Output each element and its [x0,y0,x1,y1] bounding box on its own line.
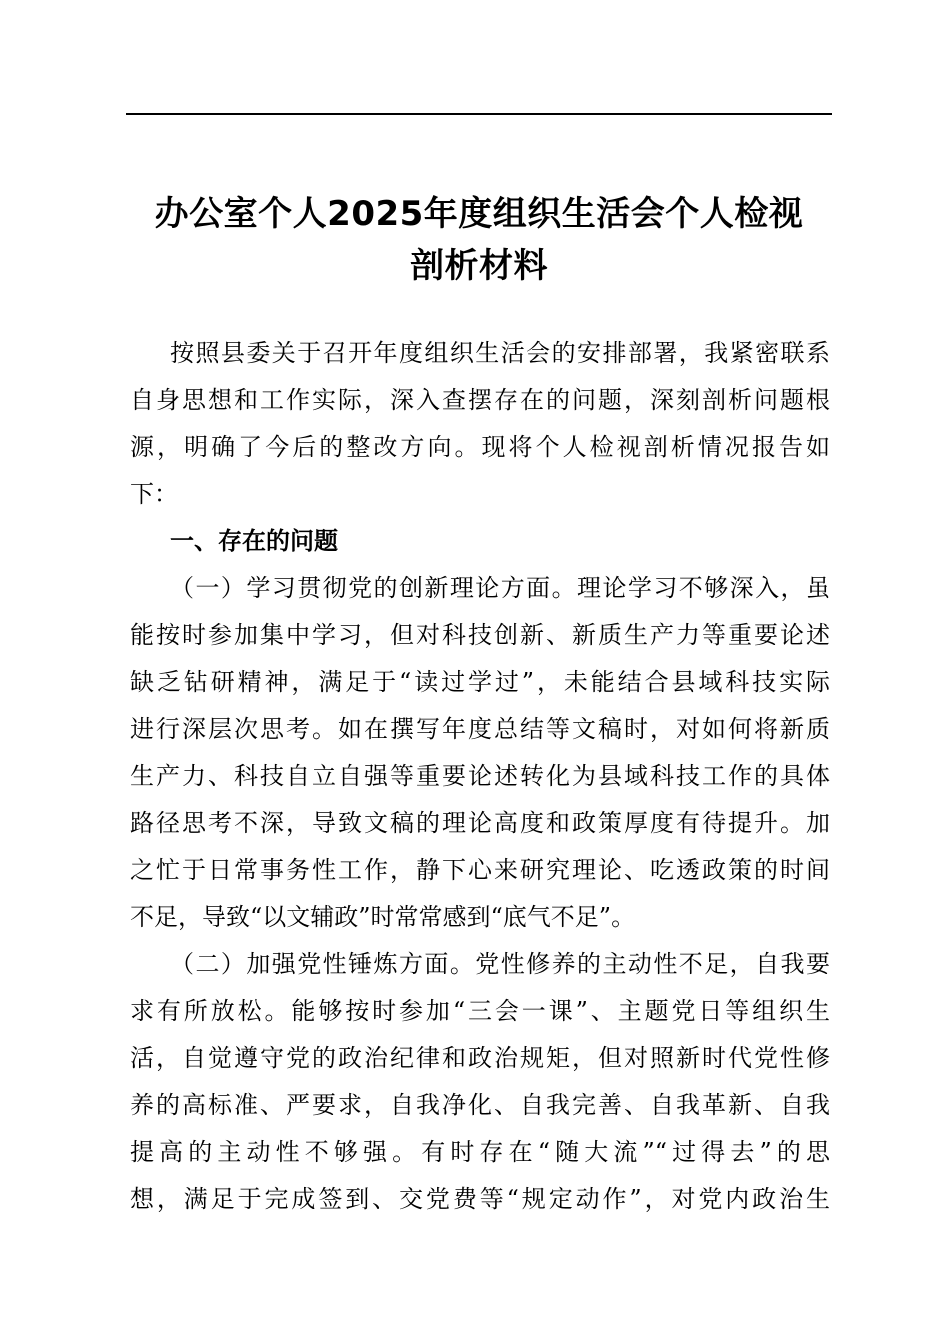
body-line: 进行深层次思考。如在撰写年度总结等文稿时，对如何将新质 [130,715,830,743]
body-line: 活，自觉遵守党的政治纪律和政治规矩，但对照新时代党性修 [130,1044,830,1072]
body-line: 按照县委关于召开年度组织生活会的安排部署，我紧密联系 [170,339,830,367]
body-line: 缺乏钻研精神，满足于“读过学过”，未能结合县域科技实际 [130,668,830,696]
body-line: 生产力、科技自立自强等重要论述转化为县域科技工作的具体 [130,762,830,790]
body-line: 能按时参加集中学习，但对科技创新、新质生产力等重要论述 [130,621,830,649]
document-title [126,188,832,292]
body-line: 提高的主动性不够强。有时存在“随大流”“过得去”的思 [130,1138,830,1166]
body-line: 源，明确了今后的整改方向。现将个人检视剖析情况报告如 [130,433,830,461]
section-heading: 一、存在的问题 [170,527,338,555]
header-rule [126,113,832,115]
body-line: 求有所放松。能够按时参加“三会一课”、主题党日等组织生 [130,997,830,1025]
document-body [130,330,830,1223]
body-line: 路径思考不深，导致文稿的理论高度和政策厚度有待提升。加 [130,809,830,837]
title-line-1: 办公室个人2025年度组织生活会个人检视 [154,194,804,234]
body-line: 自身思想和工作实际，深入查摆存在的问题，深刻剖析问题根 [130,386,830,414]
body-line: （二）加强党性锤炼方面。党性修养的主动性不足，自我要 [170,950,830,978]
body-line: 养的高标准、严要求，自我净化、自我完善、自我革新、自我 [130,1091,830,1119]
body-line: （一）学习贯彻党的创新理论方面。理论学习不够深入，虽 [170,574,830,602]
body-line: 想，满足于完成签到、交党费等“规定动作”，对党内政治生 [130,1185,830,1213]
body-line: 不足，导致“以文辅政”时常常感到“底气不足”。 [130,903,636,931]
body-line: 之忙于日常事务性工作，静下心来研究理论、吃透政策的时间 [130,856,830,884]
body-line: 下： [130,480,178,508]
title-line-2: 剖析材料 [410,246,548,286]
